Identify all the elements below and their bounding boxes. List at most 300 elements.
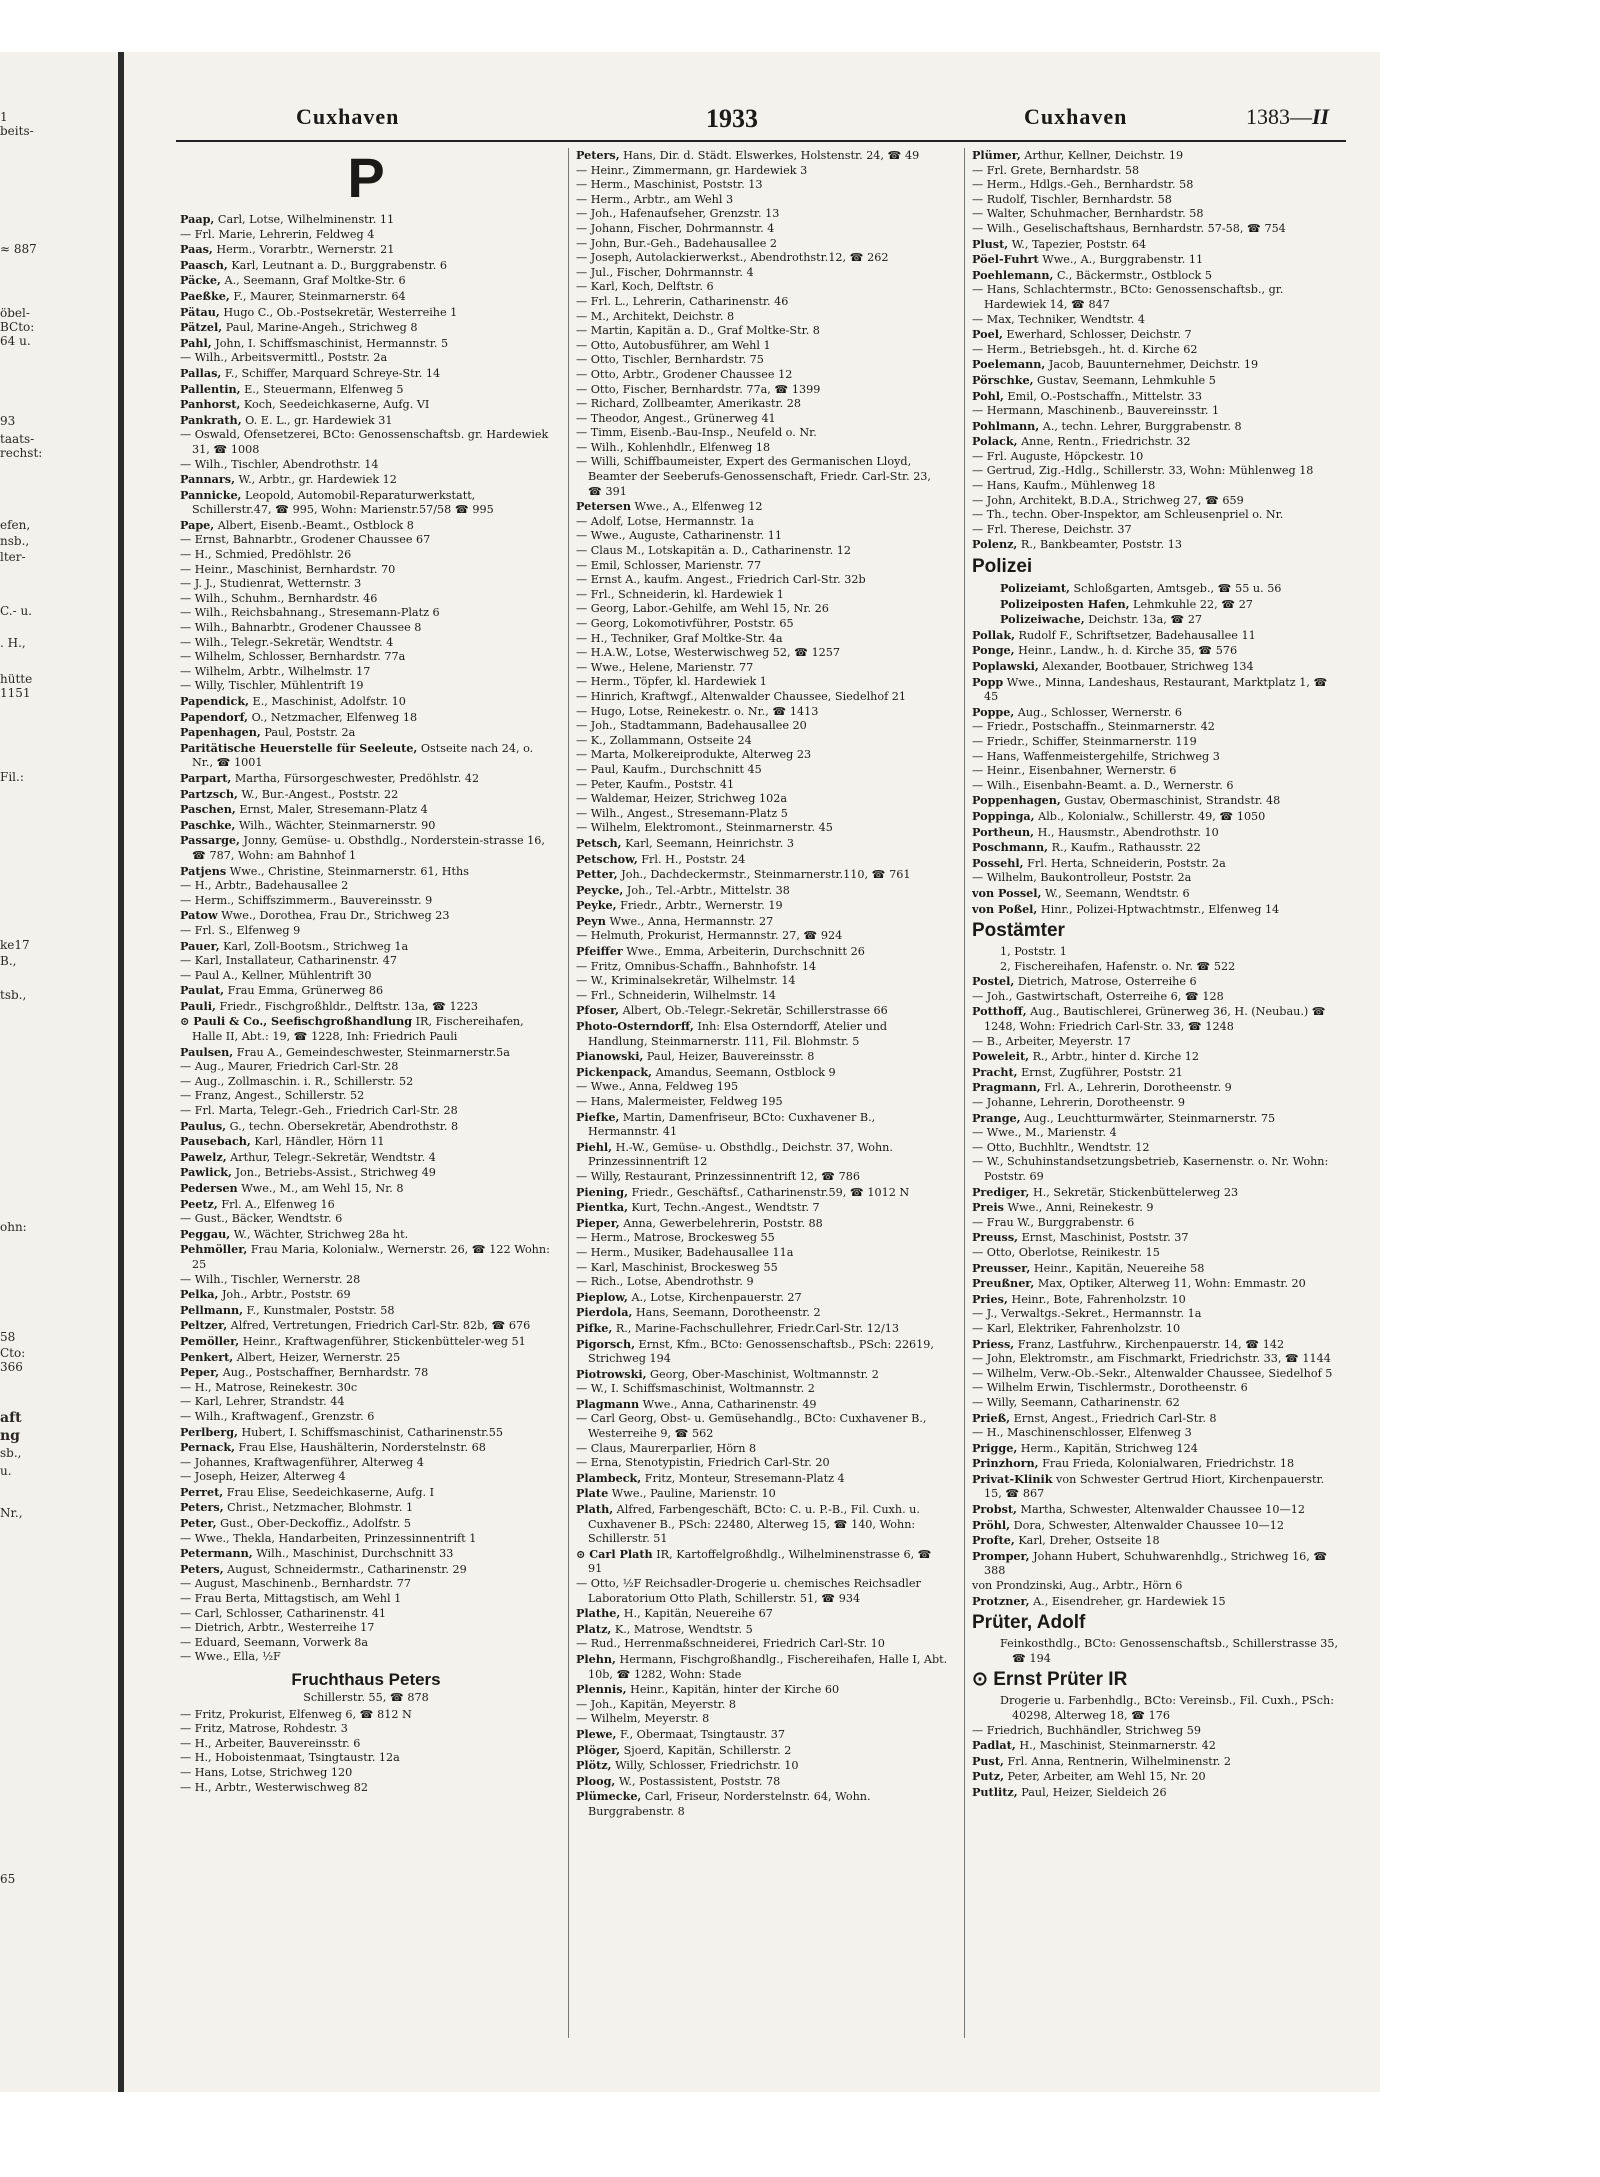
- entry-details: Hans, Dir. d. Städt. Elswerkes, Holstenstr. 24, ☎ 49: [623, 149, 920, 162]
- directory-entry: [576, 836, 948, 852]
- entry-surname: Preußner,: [972, 1276, 1035, 1291]
- directory-entry: [180, 533, 552, 548]
- entry-details: Wwe., M., am Wehl 15, Nr. 8: [241, 1182, 404, 1195]
- entry-surname: Plümer,: [972, 148, 1021, 162]
- entry-details: — H., Matrose, Reinekestr. 30c: [180, 1380, 358, 1394]
- directory-entry: [180, 577, 552, 592]
- directory-entry: [576, 1743, 948, 1759]
- entry-details: A., Lotse, Kirchenpauerstr. 27: [631, 1290, 802, 1304]
- section-heading: Prüter, Adolf: [972, 1612, 1086, 1634]
- directory-entry: [576, 1577, 948, 1606]
- directory-entry: [180, 818, 552, 834]
- entry-details: Paul, Heizer, Bauvereinsstr. 8: [646, 1050, 815, 1064]
- directory-entry: [576, 397, 948, 412]
- entry-details: Inh: Elsa Osterndorff, Atelier und Handlung, Steinmarnerstr. 111, Fil. Blohmstr. 5: [588, 1020, 888, 1048]
- directory-entry: [576, 1216, 948, 1232]
- entry-details: C., Bäckermstr., Ostblock 5: [1057, 268, 1212, 282]
- directory-entry: [972, 1533, 1344, 1549]
- entry-details: Aug., Postschaffner, Bernhardstr. 78: [222, 1366, 429, 1380]
- entry-surname: Poplawski,: [972, 659, 1039, 673]
- directory-entry: [576, 1712, 948, 1727]
- directory-entry: [972, 193, 1344, 208]
- entry-details: — J., Verwaltgs.-Sekret., Hermannstr. 1a: [972, 1307, 1202, 1321]
- entry-surname: Pätau,: [180, 304, 220, 319]
- entry-details: — Wilhelm, Meyerstr. 8: [576, 1712, 710, 1726]
- directory-entry: [576, 646, 948, 661]
- directory-entry: [972, 1004, 1344, 1034]
- entry-details: Karl, Zoll-Bootsm., Strichweg 1a: [223, 939, 409, 953]
- entry-details: Sjoerd, Kapitän, Schillerstr. 2: [623, 1743, 792, 1757]
- adjacent-page-fragment: 64 u.: [0, 334, 31, 348]
- entry-details: — Wilhelm Erwin, Tischlermstr., Dorotheenstr. 6: [972, 1381, 1248, 1395]
- entry-details: — Heinr., Maschinist, Bernhardstr. 70: [180, 562, 396, 576]
- directory-entry: [180, 320, 552, 336]
- entry-details: Aug., Bautischlerei, Grünerweg 36, H. (Neubau.) ☎ 1248, Wohn: Friedrich Carl-Str. 33, ☎ 1248: [984, 1005, 1326, 1034]
- entry-surname: Polack,: [972, 434, 1018, 449]
- entry-surname: Polizeiamt,: [1000, 581, 1070, 596]
- directory-entry: [576, 1698, 948, 1713]
- entry-surname: Pollak,: [972, 627, 1015, 642]
- entry-details: — Rich., Lotse, Abendrothstr. 9: [576, 1275, 754, 1289]
- adjacent-page-fragment: 65: [0, 1872, 16, 1886]
- directory-entry: [972, 222, 1344, 237]
- entry-details: — Hinrich, Kraftwgf., Altenwalder Chaussee, Siedelhof 21: [576, 689, 907, 703]
- entry-surname: Potthoff,: [972, 1004, 1027, 1019]
- directory-entry: [576, 974, 948, 989]
- entry-details: — John, Bur.-Geh., Badehausallee 2: [576, 236, 778, 250]
- directory-entry: [180, 351, 552, 366]
- entry-surname: Plathe,: [576, 1606, 621, 1621]
- directory-entry: [972, 779, 1344, 794]
- entry-details: Jacob, Bauunternehmer, Deichstr. 19: [1048, 358, 1259, 372]
- entry-details: Heinr., Kapitän, hinter der Kirche 60: [630, 1683, 840, 1697]
- directory-entry: [972, 764, 1344, 779]
- directory-entry: [180, 679, 552, 694]
- entry-details: August, Schneidermstr., Catharinenstr. 29: [227, 1562, 467, 1576]
- directory-entry: [576, 914, 948, 930]
- entry-details: Hubert, I. Schiffsmaschinist, Catharinenstr.55: [241, 1425, 504, 1439]
- adjacent-page-fragment: Fil.:: [0, 770, 24, 784]
- entry-details: — Max, Techniker, Wendtstr. 4: [972, 312, 1146, 326]
- directory-entry: [972, 825, 1344, 841]
- entry-details: — Wwe., Helene, Marienstr. 77: [576, 660, 754, 674]
- entry-details: — Paul, Kaufm., Durchschnitt 45: [576, 762, 762, 776]
- directory-entry: [180, 1381, 552, 1396]
- entry-details: Gustav, Obermaschinist, Strandstr. 48: [1064, 794, 1281, 808]
- entry-surname: Probst,: [972, 1502, 1017, 1517]
- directory-entry: [576, 383, 948, 398]
- directory-entry: [576, 324, 948, 339]
- entry-surname: Pätzel,: [180, 320, 223, 335]
- entry-details: Arthur, Kellner, Deichstr. 19: [1024, 149, 1184, 162]
- directory-entry: [972, 1246, 1344, 1261]
- entry-details: E., Maschinist, Adolfstr. 10: [252, 695, 406, 708]
- business-advert-address: Schillerstr. 55, ☎ 878: [303, 1691, 429, 1704]
- entry-details: — Fritz, Omnibus-Schaffn., Bahnhofstr. 14: [576, 959, 817, 973]
- entry-details: Christ., Netzmacher, Blohmstr. 1: [227, 1501, 414, 1515]
- directory-entry: [576, 1547, 948, 1577]
- directory-entry: [180, 1060, 552, 1075]
- directory-entry: [180, 366, 552, 382]
- directory-entry: [576, 1305, 948, 1321]
- entry-details: Herm., Vorarbtr., Wernerstr. 21: [216, 243, 395, 257]
- entry-surname: Pahl,: [180, 335, 212, 350]
- directory-entry: [576, 1412, 948, 1441]
- entry-surname: Pfoser,: [576, 1003, 620, 1018]
- entry-details: — Martin, Kapitän a. D., Graf Moltke-Str. 8: [576, 324, 820, 338]
- entry-surname: Pickenpack,: [576, 1064, 653, 1079]
- entry-details: von Prondzinski, Aug., Arbtr., Hörn 6: [972, 1579, 1183, 1593]
- entry-details: — Claus, Maurerparlier, Hörn 8: [576, 1441, 757, 1455]
- directory-entry: [180, 924, 552, 939]
- directory-entry: [576, 1200, 948, 1216]
- entry-details: — Wilh., Telegr.-Sekretär, Wendtstr. 4: [180, 635, 394, 649]
- entry-surname: Pelka,: [180, 1287, 219, 1302]
- entry-details: — Wilhelm, Baukontrolleur, Poststr. 2a: [972, 871, 1192, 885]
- adjacent-page-fragment: 1151: [0, 686, 31, 700]
- entry-details: H., Sekretär, Stickenbüttelerweg 23: [1032, 1185, 1239, 1199]
- directory-entry: [576, 944, 948, 960]
- adjacent-page-fragment: B.,: [0, 954, 17, 968]
- entry-surname: Petersen: [576, 499, 631, 514]
- entry-details: — Heinr., Eisenbahner, Wernerstr. 6: [972, 764, 1177, 778]
- entry-details: — W., Schuhinstandsetzungsbetrieb, Kasernenstr. o. Nr. Wohn: Poststr. 69: [972, 1155, 1329, 1183]
- entry-surname: Pallentin,: [180, 381, 241, 396]
- entry-details: — Frl. L., Lehrerin, Catharinenstr. 46: [576, 294, 789, 308]
- adjacent-page-fragment: C.- u.: [0, 604, 32, 618]
- directory-entry: [972, 404, 1344, 419]
- entry-details: — Frl. Therese, Deichstr. 37: [972, 522, 1132, 536]
- entry-details: Ewerhard, Schlosser, Deichstr. 7: [1006, 328, 1192, 342]
- directory-entry: [180, 939, 552, 955]
- header-page-part: II: [1312, 104, 1330, 129]
- adjacent-page-fragment: 366: [0, 1360, 23, 1374]
- directory-entry: [972, 434, 1344, 450]
- directory-entry: [576, 1337, 948, 1367]
- directory-entry: [972, 1549, 1344, 1579]
- entry-surname: Preis: [972, 1200, 1004, 1215]
- entry-details: Leopold, Automobil-Reparaturwerkstatt, Schillerstr.47, ☎ 995, Wohn: Marienstr.57/58 ☎ 995: [192, 488, 494, 517]
- entry-surname: Preuss,: [972, 1230, 1019, 1245]
- section-heading: Postämter: [972, 920, 1065, 942]
- directory-entry: [576, 1682, 948, 1698]
- directory-entry: [576, 1290, 948, 1306]
- entry-details: — Karl, Koch, Delftstr. 6: [576, 280, 714, 294]
- directory-entry: [180, 894, 552, 909]
- entry-details: — Gust., Bäcker, Wendtstr. 6: [180, 1212, 343, 1226]
- entry-details: — Wilh., Angest., Stresemann-Platz 5: [576, 806, 788, 820]
- directory-entry: [972, 1322, 1344, 1337]
- entry-details: von Schwester Gertrud Hiort, Kirchenpauerstr. 15, ☎ 867: [984, 1472, 1325, 1501]
- entry-details: — Aug., Zollmaschin. i. R., Schillerstr. 52: [180, 1074, 414, 1088]
- adjacent-page-fragment: 1: [0, 110, 8, 124]
- directory-entry: [972, 1769, 1344, 1785]
- directory-entry: [180, 1410, 552, 1425]
- entry-surname: Pernack,: [180, 1440, 235, 1455]
- entry-surname: Plehn,: [576, 1651, 616, 1666]
- directory-entry: [576, 602, 948, 617]
- entry-details: — Dietrich, Arbtr., Westerreihe 17: [180, 1621, 375, 1635]
- directory-entry: [180, 1227, 552, 1243]
- directory-entry: [180, 802, 552, 818]
- directory-entry: [576, 960, 948, 975]
- entry-details: — Otto, Oberlotse, Reinikestr. 15: [972, 1245, 1160, 1259]
- entry-details: — H.A.W., Lotse, Westerwischweg 52, ☎ 1257: [576, 646, 841, 660]
- entry-details: Wwe., Dorothea, Frau Dr., Strichweg 23: [221, 909, 450, 923]
- directory-entry: [576, 1471, 948, 1487]
- directory-entry: [576, 1231, 948, 1246]
- directory-entry: [972, 1502, 1344, 1518]
- entry-details: — Carl, Schlosser, Catharinenstr. 41: [180, 1606, 387, 1620]
- entry-surname: Padlat,: [972, 1738, 1016, 1753]
- directory-entry: [576, 164, 948, 179]
- entry-surname: Pehmöller,: [180, 1242, 248, 1257]
- directory-entry: [576, 1397, 948, 1413]
- directory-entry: [972, 750, 1344, 765]
- entry-details: — Herm., Musiker, Badehausallee 11a: [576, 1245, 794, 1259]
- directory-entry: [180, 771, 552, 787]
- directory-entry: [180, 1766, 552, 1781]
- entry-surname: Pigorsch,: [576, 1336, 635, 1351]
- entry-details: — Fritz, Prokurist, Elfenweg 6, ☎ 812 N: [180, 1707, 412, 1721]
- directory-entry: [180, 1318, 552, 1334]
- entry-details: — Eduard, Seemann, Vorwerk 8a: [180, 1635, 369, 1649]
- entry-details: Alfred, Vertretungen, Friedrich Carl-Str. 82b, ☎ 676: [230, 1319, 531, 1333]
- entry-details: 1, Poststr. 1: [1000, 945, 1067, 959]
- entry-details: Heinr., Landw., h. d. Kirche 35, ☎ 576: [1018, 644, 1238, 658]
- entry-surname: Peper,: [180, 1365, 220, 1380]
- entry-details: — Wilh., Arbeitsvermittl., Poststr. 2a: [180, 351, 388, 365]
- entry-details: — Ernst A., kaufm. Angest., Friedrich Carl-Str. 32b: [576, 573, 866, 587]
- adjacent-page-fragment: tsb.,: [0, 988, 27, 1002]
- entry-details: — Emil, Schlosser, Marienstr. 77: [576, 558, 762, 572]
- adjacent-page-fragment: beits-: [0, 124, 34, 138]
- directory-entry: [972, 1141, 1344, 1156]
- directory-entry: [972, 1080, 1344, 1096]
- entry-details: — Herm., Matrose, Brockesweg 55: [576, 1231, 775, 1245]
- entry-details: R., Kaufm., Rathausstr. 22: [1051, 841, 1201, 855]
- entry-details: — Wwe., Auguste, Catharinenstr. 11: [576, 529, 782, 543]
- entry-details: — Willy, Tischler, Mühlentrift 19: [180, 679, 364, 693]
- directory-entry: [180, 242, 552, 258]
- entry-details: — Rudolf, Tischler, Bernhardstr. 58: [972, 192, 1172, 206]
- entry-surname: Papendick,: [180, 694, 249, 708]
- directory-entry: [576, 1110, 948, 1140]
- directory-entry: [180, 621, 552, 636]
- entry-surname: Peyke,: [576, 898, 617, 913]
- entry-details: — Oswald, Ofensetzerei, BCto: Genossenschaftsb. gr. Hardewiek 31, ☎ 1008: [180, 428, 549, 456]
- directory-entry: [972, 283, 1344, 312]
- directory-entry: [576, 1727, 948, 1743]
- entry-details: Paul, Heizer, Sieldeich 26: [1021, 1785, 1167, 1799]
- entry-details: W., Postassistent, Poststr. 78: [618, 1774, 781, 1788]
- directory-entry: [576, 661, 948, 676]
- entry-details: Gust., Ober-Deckoffiz., Adolfstr. 5: [220, 1517, 411, 1531]
- entry-details: — J. J., Studienrat, Wetternstr. 3: [180, 577, 362, 591]
- entry-details: — Wilh., Tischler, Wernerstr. 28: [180, 1272, 361, 1286]
- entry-surname: Partzsch,: [180, 786, 238, 801]
- entry-details: 2, Fischereihafen, Hafenstr. o. Nr. ☎ 522: [1000, 959, 1236, 973]
- directory-entry: [180, 1165, 552, 1181]
- directory-entry: [972, 178, 1344, 193]
- directory-entry: [576, 748, 948, 763]
- entry-surname: Plöger,: [576, 1742, 621, 1757]
- entry-details: Ernst, Angest., Friedrich Carl-Str. 8: [1013, 1411, 1217, 1425]
- directory-entry: [972, 1126, 1344, 1141]
- adjacent-page-fragment: BCto:: [0, 320, 35, 334]
- entry-surname: Portheun,: [972, 824, 1035, 839]
- entry-details: Albert, Eisenb.-Beamt., Ostblock 8: [217, 518, 414, 532]
- entry-surname: Pieper,: [576, 1215, 620, 1230]
- directory-entry: [972, 1276, 1344, 1292]
- entry-details: — Wilh., Reichsbahnang., Stresemann-Platz 6: [180, 606, 440, 620]
- entry-details: — Wwe., Thekla, Handarbeiten, Prinzessinnentrift 1: [180, 1531, 477, 1545]
- entry-surname: Protzner,: [972, 1593, 1030, 1608]
- entry-details: — Wilhelm, Elektromont., Steinmarnerstr. 45: [576, 821, 833, 835]
- entry-details: — Georg, Labor.-Gehilfe, am Wehl 15, Nr. 26: [576, 602, 829, 616]
- entry-surname: ⊙ Carl Plath: [576, 1546, 653, 1561]
- directory-entry: [576, 778, 948, 793]
- entry-details: Frau A., Gemeindeschwester, Steinmarnerstr.5a: [236, 1045, 510, 1059]
- entry-surname: Parpart,: [180, 770, 232, 785]
- entry-details: — Erna, Stenotypistin, Friedrich Carl-Str. 20: [576, 1456, 830, 1470]
- directory-entry: [180, 1212, 552, 1227]
- entry-surname: Papendorf,: [180, 709, 249, 724]
- entry-surname: Paulus,: [180, 1118, 227, 1133]
- directory-entry: [180, 212, 552, 228]
- directory-entry: [180, 983, 552, 999]
- entry-details: — Karl, Maschinist, Brockesweg 55: [576, 1260, 778, 1274]
- entry-details: Paul, Marine-Angeh., Strichweg 8: [225, 321, 418, 335]
- entry-surname: Poppe,: [972, 704, 1015, 719]
- entry-details: Albert, Heizer, Wernerstr. 25: [236, 1350, 401, 1364]
- directory-entry: [180, 1737, 552, 1752]
- directory-entry: [972, 464, 1344, 479]
- directory-entry: [180, 413, 552, 429]
- entry-details: Wilh., Maschinist, Durchschnitt 33: [256, 1547, 454, 1561]
- entry-surname: Polizeiposten Hafen,: [1000, 596, 1130, 611]
- entry-surname: Perret,: [180, 1484, 224, 1499]
- directory-entry: [576, 1275, 948, 1290]
- entry-surname: Prigge,: [972, 1440, 1018, 1455]
- entry-details: Friedr., Arbtr., Wernerstr. 19: [620, 899, 783, 913]
- entry-details: Wilh., Wächter, Steinmarnerstr. 90: [238, 818, 436, 832]
- entry-details: F., Obermaat, Tsingtaustr. 37: [620, 1727, 785, 1741]
- entry-details: — Wilh., Bahnarbtr., Grodener Chaussee 8: [180, 621, 422, 635]
- directory-entry: [972, 207, 1344, 222]
- entry-details: Wwe., Christine, Steinmarnerstr. 61, Hths: [229, 864, 469, 878]
- directory-entry: [576, 237, 948, 252]
- entry-details: W., Bur.-Angest., Poststr. 22: [241, 787, 399, 801]
- entry-details: — Hermann, Maschinenb., Bauvereinsstr. 1: [972, 404, 1220, 418]
- directory-entry: [576, 883, 948, 899]
- entry-details: Alexander, Bootbauer, Strichweg 134: [1042, 660, 1254, 673]
- adjacent-page-fragment: ≈ 887: [0, 242, 37, 256]
- entry-details: Alb., Kolonialw., Schillerstr. 49, ☎ 1050: [1038, 809, 1266, 823]
- directory-entry: [180, 1470, 552, 1485]
- entry-details: — Willy, Seemann, Catharinenstr. 62: [972, 1395, 1180, 1409]
- directory-entry: [180, 1134, 552, 1150]
- column-3: [972, 148, 1344, 2048]
- entry-details: — Joh., Kapitän, Meyerstr. 8: [576, 1697, 737, 1711]
- entry-details: — Wilhelm, Verw.-Ob.-Sekr., Altenwalder Chaussee, Siedelhof 5: [972, 1366, 1333, 1380]
- entry-details: Wwe., Pauline, Marienstr. 10: [611, 1487, 776, 1501]
- directory-entry: [576, 1456, 948, 1471]
- entry-details: — Walter, Schuhmacher, Bernhardstr. 58: [972, 207, 1204, 221]
- entry-surname: Pohlmann,: [972, 418, 1040, 433]
- entry-surname: Paasch,: [180, 257, 228, 272]
- directory-entry: [972, 1261, 1344, 1277]
- entry-details: — H., Arbtr., Badehausallee 2: [180, 879, 349, 893]
- entry-details: Arthur, Telegr.-Sekretär, Wendtstr. 4: [230, 1150, 436, 1164]
- entry-details: — Frl., Schneiderin, kl. Hardewiek 1: [576, 587, 784, 601]
- directory-entry: [972, 252, 1344, 268]
- entry-details: — August, Maschinenb., Bernhardstr. 77: [180, 1577, 412, 1591]
- adjacent-page-fragment: taats-: [0, 432, 35, 446]
- entry-details: Friedr., Geschäftsf., Catharinenstr.59, ☎ 1012 N: [631, 1185, 910, 1199]
- entry-surname: Paulsen,: [180, 1044, 234, 1059]
- directory-entry: [180, 1181, 552, 1197]
- directory-entry: [972, 871, 1344, 886]
- adjacent-page-fragment: rechst:: [0, 446, 43, 460]
- entry-surname: Pierdola,: [576, 1305, 633, 1320]
- entry-surname: Pedersen: [180, 1181, 238, 1195]
- entry-surname: Paap,: [180, 212, 215, 226]
- directory-entry: [180, 458, 552, 473]
- directory-entry: [180, 1485, 552, 1501]
- entry-surname: Peggau,: [180, 1226, 231, 1241]
- entry-details: — K., Zollammann, Ostseite 24: [576, 733, 752, 747]
- column-divider: [964, 148, 965, 2038]
- directory-entry: [180, 1104, 552, 1119]
- entry-details: Deichstr. 13a, ☎ 27: [1088, 613, 1203, 627]
- directory-entry: [180, 488, 552, 518]
- directory-entry: [180, 650, 552, 665]
- entry-details: — Timm, Eisenb.-Bau-Insp., Neufeld o. Nr.: [576, 426, 817, 440]
- entry-details: Paul, Poststr. 2a: [264, 726, 356, 740]
- directory-entry: [576, 339, 948, 354]
- entry-details: — Wilh., Eisenbahn-Beamt. a. D., Wernerstr. 6: [972, 778, 1234, 792]
- directory-entry: [972, 1754, 1344, 1770]
- directory-entry: [180, 1546, 552, 1562]
- entry-details: W., Arbtr., gr. Hardewiek 12: [238, 473, 397, 487]
- directory-entry: [576, 898, 948, 914]
- adjacent-page-fragment: Nr.,: [0, 1506, 23, 1520]
- directory-entry: [180, 606, 552, 621]
- entry-details: Anne, Rentn., Friedrichstr. 32: [1021, 435, 1191, 449]
- directory-entry: [972, 1594, 1344, 1610]
- adjacent-page-fragment: ng: [0, 1428, 20, 1444]
- directory-entry: [180, 710, 552, 726]
- header-city-right: Cuxhaven: [1024, 104, 1128, 129]
- directory-entry: [180, 833, 552, 863]
- directory-entry: [180, 1500, 552, 1516]
- directory-entry: [972, 1472, 1344, 1502]
- entry-details: Carl, Lotse, Wilhelminenstr. 11: [217, 213, 395, 226]
- entry-details: Hugo C., Ob.-Postsekretär, Westerreihe 1: [223, 305, 458, 319]
- directory-entry: [180, 1119, 552, 1135]
- directory-entry: [972, 1185, 1344, 1201]
- directory-entry: [972, 1441, 1344, 1457]
- directory-entry: [972, 1579, 1344, 1594]
- directory-entry: [972, 612, 1344, 628]
- entry-surname: Poel,: [972, 327, 1003, 342]
- entry-surname: Plambeck,: [576, 1470, 642, 1485]
- entry-surname: Pröhl,: [972, 1517, 1011, 1532]
- entry-details: Aug., Leuchtturmwärter, Steinmarnerstr. 75: [1024, 1111, 1276, 1125]
- directory-entry: [180, 1395, 552, 1410]
- directory-entry: [972, 313, 1344, 328]
